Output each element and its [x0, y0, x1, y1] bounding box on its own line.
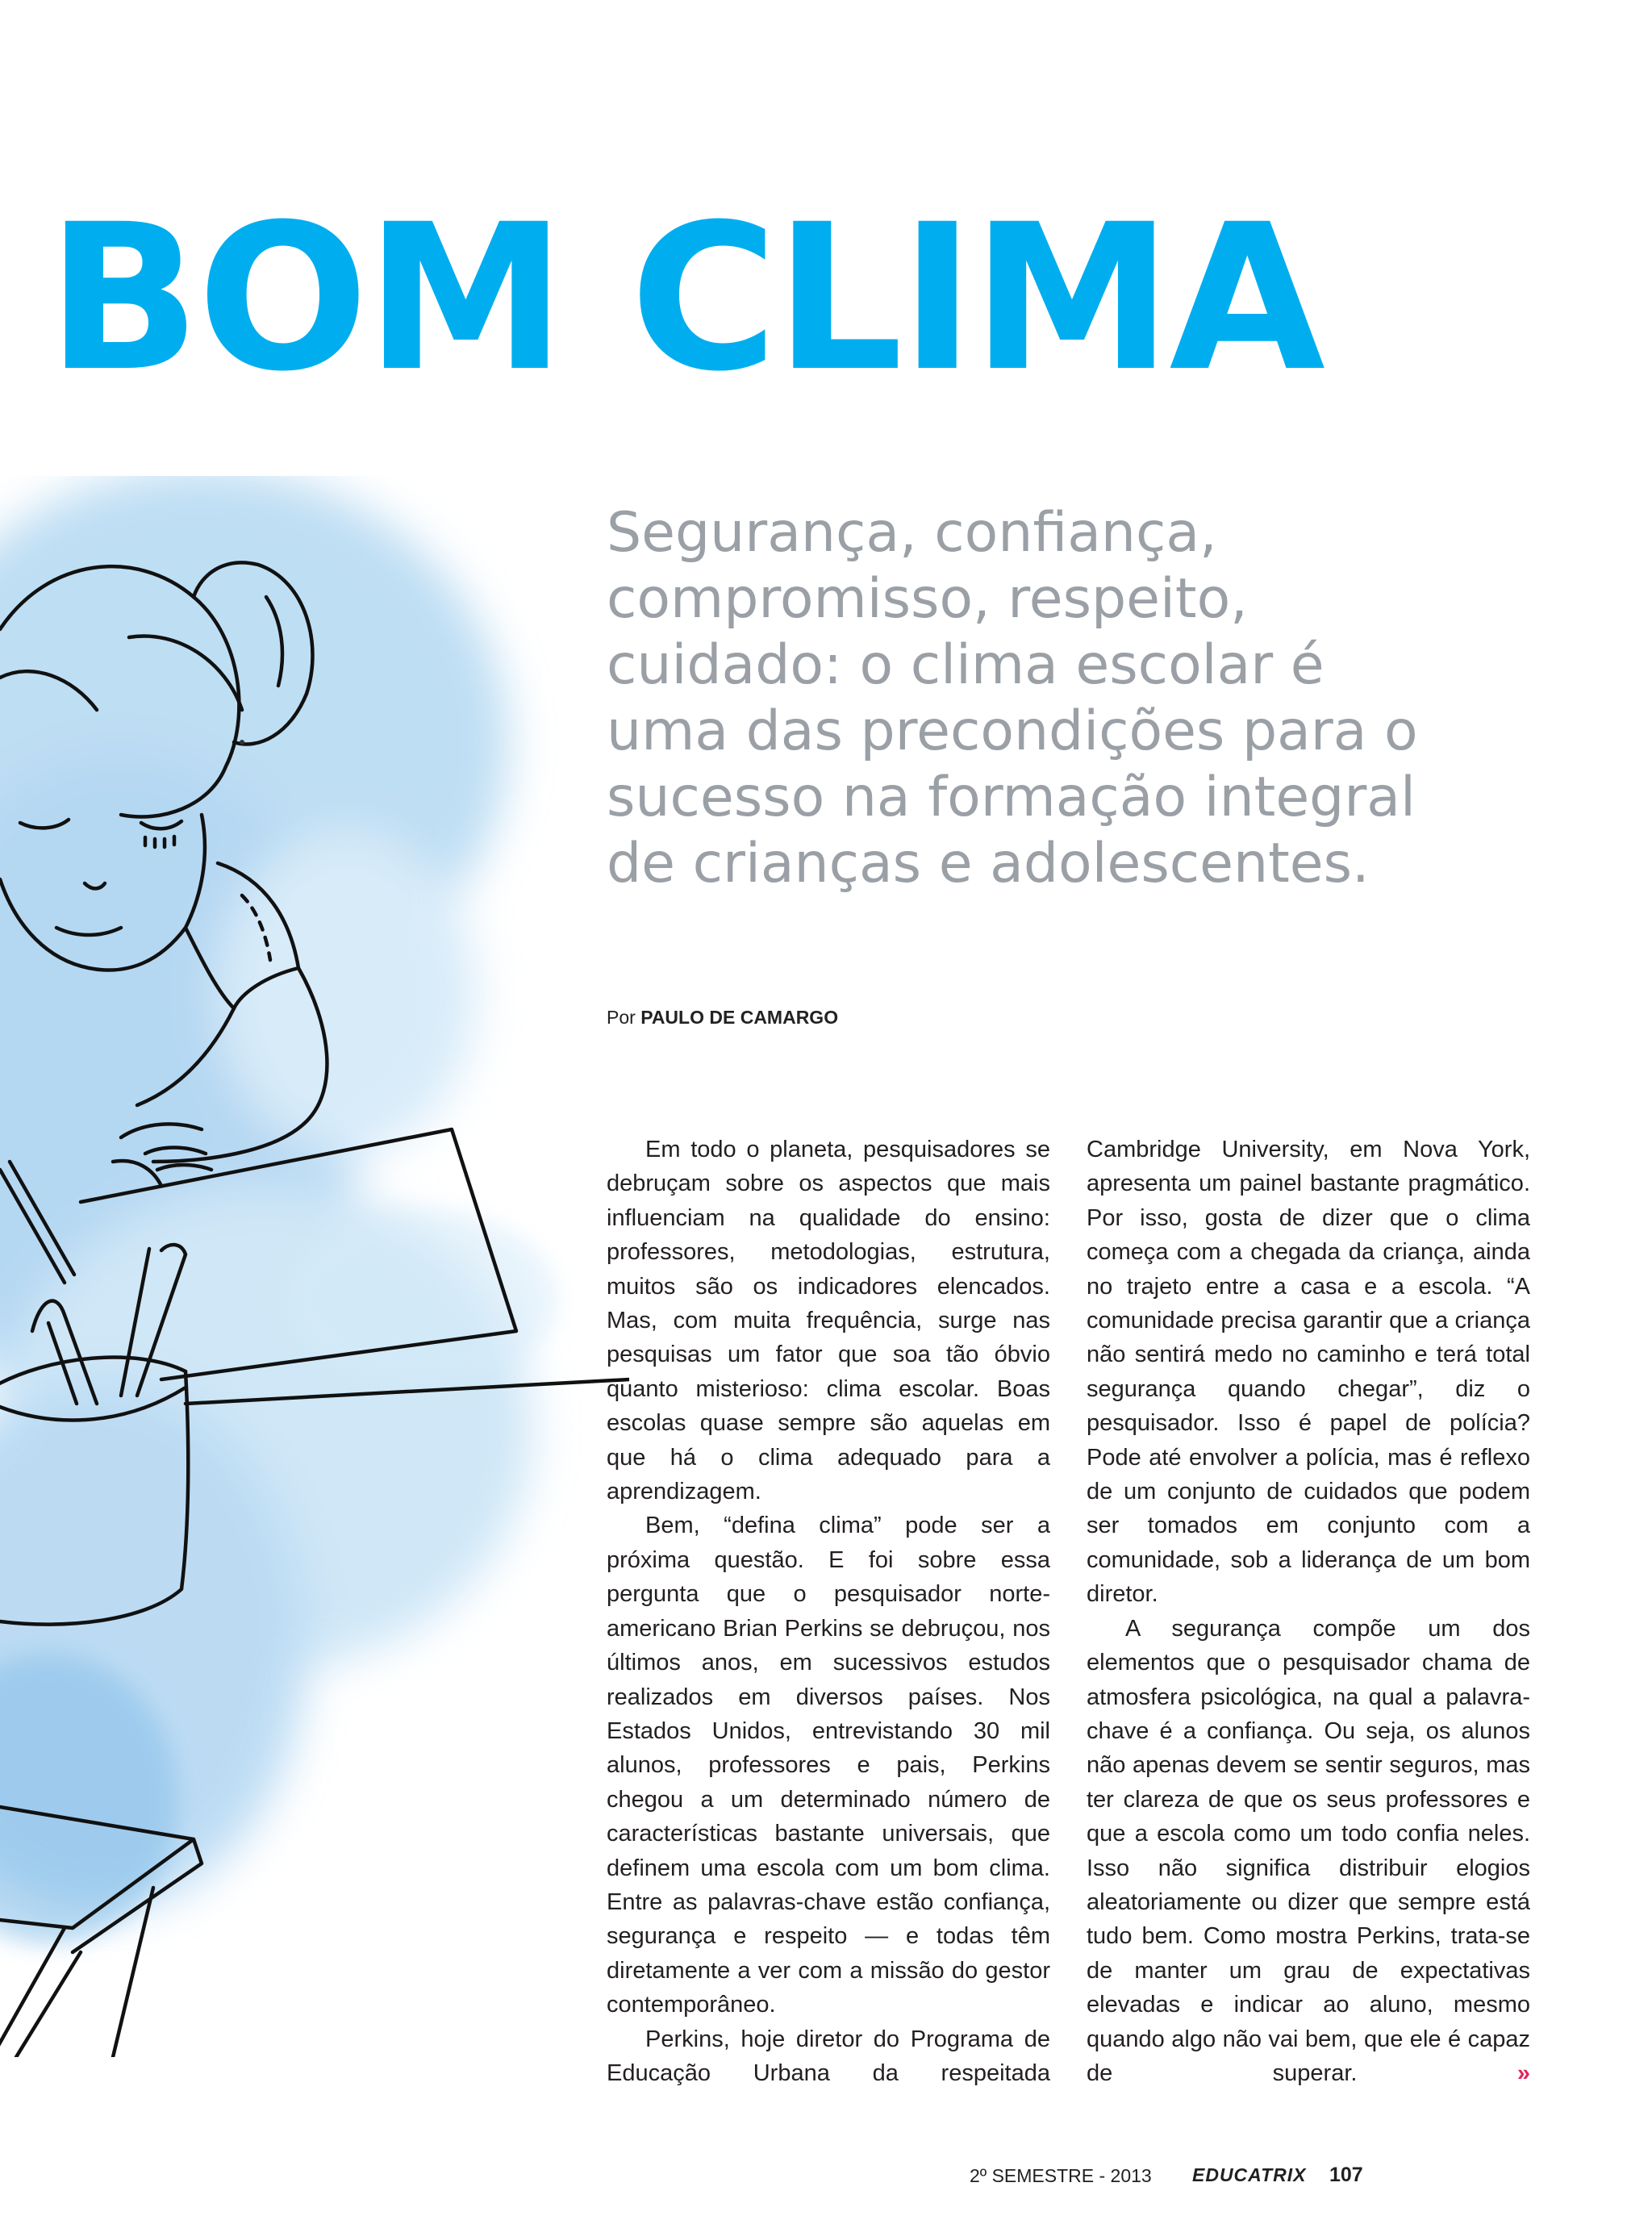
- body-paragraph-text: A segurança compõe um dos elementos que o pesquisador chama de atmosfera psicológica, na qual a palavra-chave é a confiança. Ou seja, os alunos não apenas devem se sentir seguros, mas ter clareza de que os seus professores e que a escola como um todo confia neles. Isso não significa distribuir elogios aleatoriamente ou dizer que sempre está tudo bem. Como mostra Perkins, trata-se de manter um grau de expectativas elevadas e indicar ao aluno, mesmo quando algo não vai bem, que ele é capaz de superar.: [1087, 1615, 1530, 2086]
- byline: [607, 1007, 838, 1029]
- headline: BOM CLIMA: [47, 181, 1322, 415]
- subtitle-line: compromisso, respeito,: [607, 567, 1248, 631]
- body-paragraph: Perkins, hoje diretor do Programa de Educação Urbana da respeitada: [607, 2026, 1050, 2086]
- subtitle-line: uma das precondições para o: [607, 699, 1418, 763]
- byline-prefix: Por: [607, 1007, 636, 1028]
- body-paragraph: [1087, 1612, 1530, 2091]
- body-paragraph: Em todo o planeta, pesquisadores se debruçam sobre os aspectos que mais influenciam na qualidade do ensino: professores, metodologias, estrutura, muitos são os indicadores elencados. Mas, com muita frequência, surge nas pesquisas um fator que soa tão óbvio quanto misterioso: clima escolar. Boas escolas quase sempre são aquelas em que há o clima adequado para a aprendizagem.: [607, 1137, 1050, 1505]
- subtitle-line: cuidado: o clima escolar é: [607, 633, 1325, 697]
- subtitle-line: de crianças e adolescentes.: [607, 832, 1370, 895]
- subtitle-line: Segurança, confiança,: [607, 501, 1217, 565]
- continue-arrow-icon: »: [1516, 2060, 1530, 2086]
- child-drawing-illustration: [0, 476, 629, 2057]
- body-column-left: [607, 1133, 1050, 2090]
- byline-author: PAULO DE CAMARGO: [640, 1007, 839, 1028]
- footer-brand-logo: EDUCATRIX: [1192, 2164, 1307, 2185]
- subtitle-line: sucesso na formação integral: [607, 766, 1416, 829]
- body-paragraph: Bem, “defina clima” pode ser a próxima questão. E foi sobre essa pergunta que o pesquisador norte-americano Brian Perkins se debruçou, nos últimos anos, em sucessivos estudos realizados em diversos países. Nos Estados Unidos, entrevistando 30 mil alunos, professores e pais, Perkins chegou a um determinado número de características bastante universais, que definem uma escola com um bom clima. Entre as palavras-chave estão confiança, segurança e respeito — e todas têm diretamente a ver com a missão do gestor contemporâneo.: [607, 1513, 1050, 2018]
- page-number: 107: [1329, 2164, 1363, 2186]
- footer-semester: 2º SEMESTRE - 2013: [970, 2165, 1152, 2186]
- body-column-right: [1087, 1133, 1530, 2090]
- body-paragraph: Cambridge University, em Nova York, apresenta um painel bastante pragmático. Por isso, gosta de dizer que o clima começa com a chegada da criança, ainda no trajeto entre a casa e a escola. “A comunidade precisa garantir que a criança não sentirá medo no caminho e terá total segurança quando chegar”, diz o pesquisador. Isso é papel de polícia? Pode até envolver a polícia, mas é reflexo de um conjunto de cuidados que podem ser tomados em conjunto com a comunidade, sob a liderança de um bom diretor.: [1087, 1137, 1530, 1608]
- subtitle: [607, 500, 1623, 897]
